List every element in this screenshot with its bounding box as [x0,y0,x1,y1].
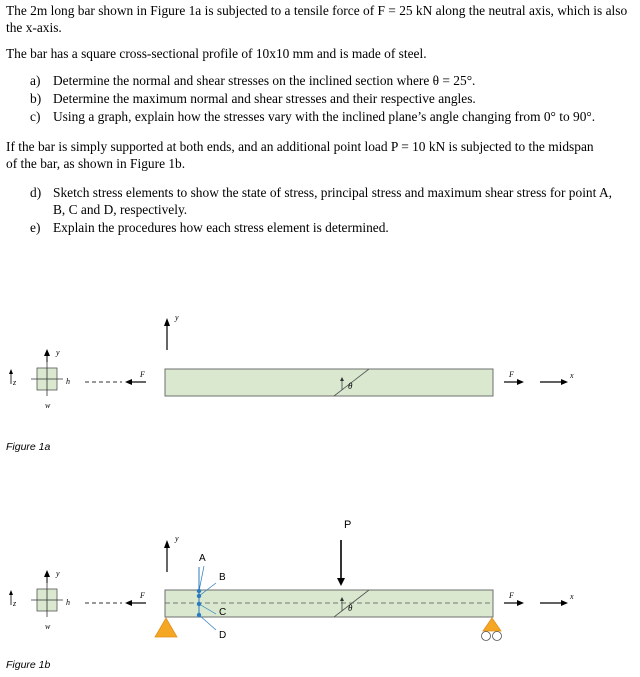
question-text: Using a graph, explain how the stresses vary with the inclined plane’s angle changing from 0° to 90°. [53,109,596,124]
angle-label: θ [348,603,353,613]
cross-section-b [9,569,70,631]
question-text: Explain the procedures how each stress element is determined. [53,220,389,235]
point-a-label: A [199,553,206,564]
force-label: F [140,591,145,600]
question-label: c) [30,109,41,124]
figure-1a-caption: Figure 1a [6,441,51,453]
dim-h-label: h [66,377,70,386]
axis-y-label: y [56,348,60,357]
question-label: a) [30,73,41,88]
supported-paragraph: If the bar is simply supported at both ends, and an additional point load P = 10 kN is subjected to the midspan of the bar, as shown in Figure 1b. [6,139,594,171]
x-axis-label: x [570,592,574,601]
y-axis-label: y [175,313,179,322]
point-b-dot [197,594,201,598]
question-text: Determine the maximum normal and shear stresses and their respective angles. [53,91,476,106]
point-d-label: D [219,630,227,641]
roller-support [482,618,502,641]
question-text: Determine the normal and shear stresses on the inclined section where θ = 25°. [53,73,476,88]
dim-w-label: w [45,401,51,410]
point-c-dot [197,602,201,606]
force-label: F [509,591,514,600]
axis-y-label: y [56,569,60,578]
force-label: F [509,370,514,379]
point-b-label: B [219,572,226,583]
point-c-label: C [219,607,227,618]
force-left-arrow [125,591,146,606]
dim-h-label: h [66,598,70,607]
question-label: b) [30,91,42,106]
force-label: F [140,370,145,379]
angle-label: θ [348,381,353,391]
question-text: Sketch stress elements to show the state of stress, principal stress and maximum shear stress for point A, B, C and D, respectively. [53,185,612,217]
figure-1b-caption: Figure 1b [6,659,51,671]
profile-paragraph: The bar has a square cross-sectional profile of 10x10 mm and is made of steel. [6,46,427,61]
point-load-arrow [337,519,351,586]
dim-w-label: w [45,622,51,631]
x-axis-label: x [570,371,574,380]
pin-support [155,618,177,637]
force-right-arrow [504,591,524,606]
question-label: e) [30,220,41,235]
axis-z-label: z [13,378,17,387]
intro-paragraph: The 2m long bar shown in Figure 1a is subjected to a tensile force of F = 25 kN along the neutral axis, which is also the x-axis. [6,3,628,35]
point-d-dot [197,613,201,617]
y-axis-label: y [175,534,179,543]
question-label: d) [30,185,42,200]
point-a-dot [197,589,201,593]
axis-z-label: z [13,599,17,608]
load-label: P [344,519,352,531]
